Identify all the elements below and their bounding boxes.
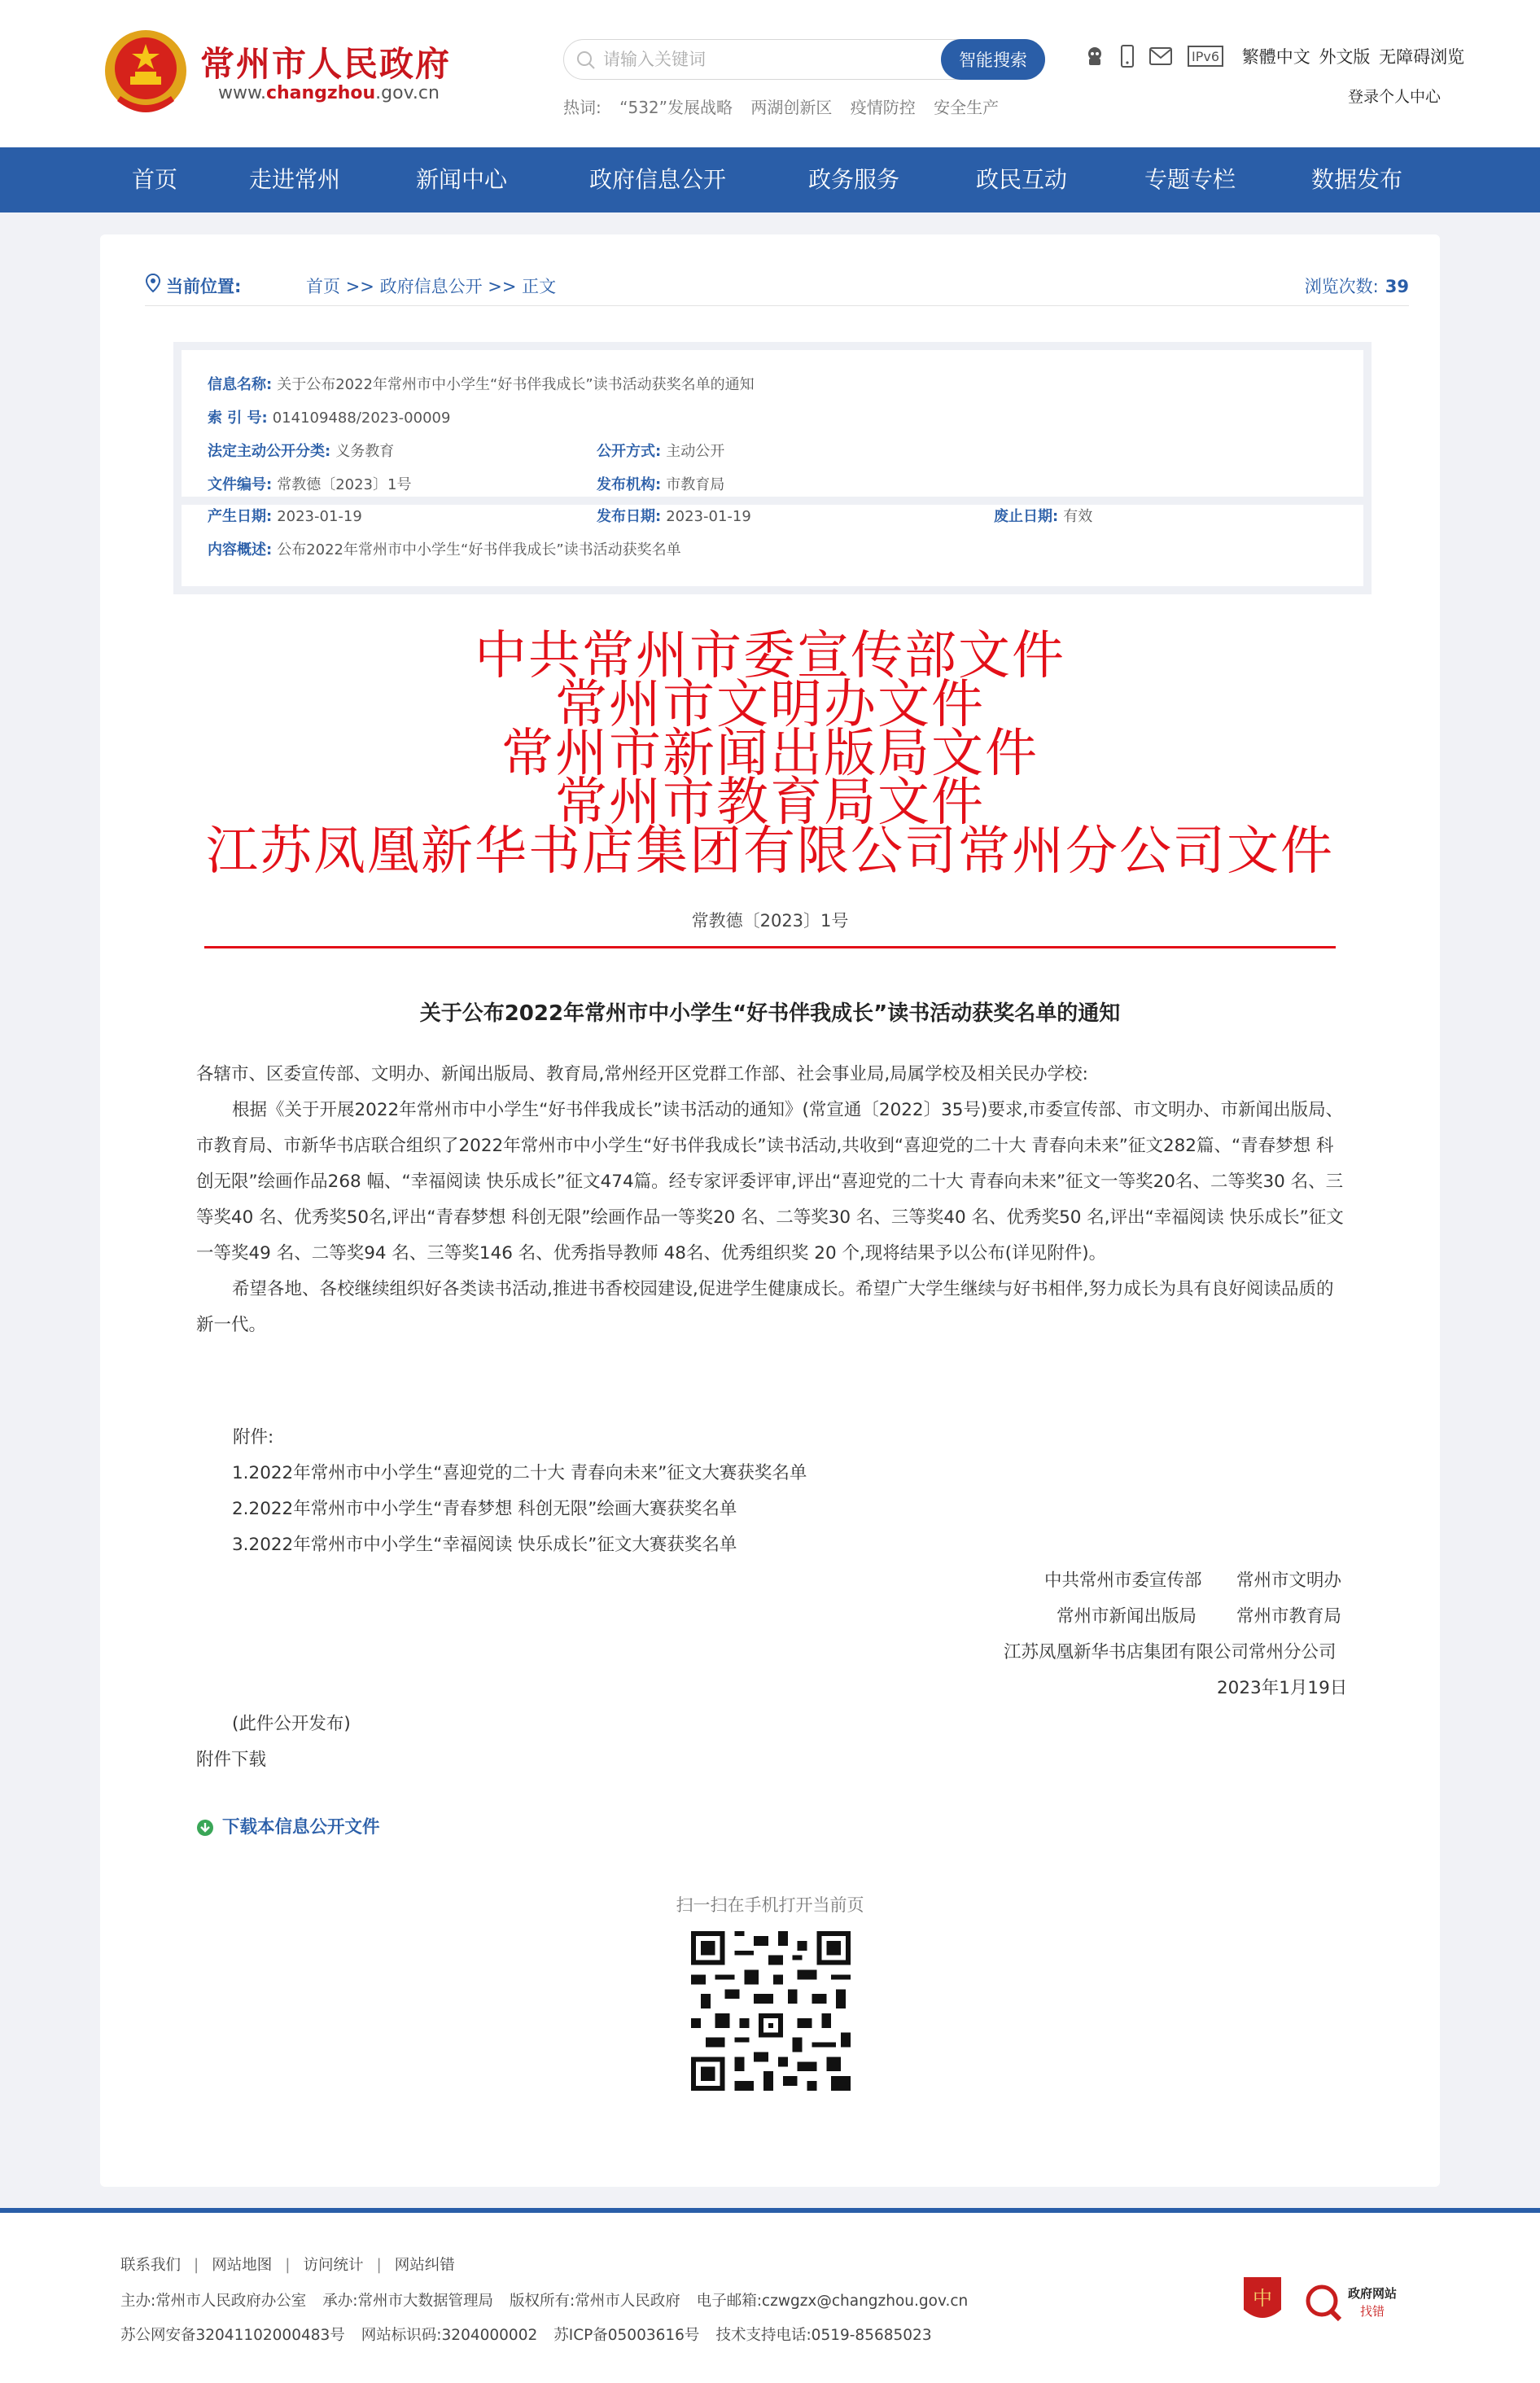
red-header-line: 常州市文明办文件 xyxy=(555,675,985,735)
mobile-icon[interactable] xyxy=(1120,45,1135,68)
red-divider xyxy=(204,946,1336,948)
attachment-label: 附件: xyxy=(233,1427,274,1448)
signature-org: 江苏凤凰新华书店集团有限公司常州分公司 xyxy=(1004,1642,1337,1662)
footer-operator: 承办:常州市大数据管理局 xyxy=(322,2293,493,2310)
meta-created: 产生日期: 2023-01-19 xyxy=(208,508,362,525)
body-paragraph: 希望各地、各校继续组织好各类读书活动,推进书香校园建设,促进学生健康成长。希望广大学生继续与好书相伴,努力成长为具有良好阅读品质的新一代。 xyxy=(196,1279,1334,1335)
main-nav xyxy=(0,147,1540,212)
article-panel xyxy=(100,234,1440,2187)
svg-text:IPv6: IPv6 xyxy=(1192,49,1220,64)
footer-support: 技术支持电话:0519-85685023 xyxy=(715,2327,932,2344)
footer-registration xyxy=(120,2324,932,2345)
gov-site-report-error-icon[interactable] xyxy=(1304,2278,1407,2324)
qr-code-icon xyxy=(691,1931,851,2091)
nav-topics[interactable]: 专题专栏 xyxy=(1144,166,1236,193)
meta-name: 信息名称: 关于公布2022年常州市中小学生“好书伴我成长”读书活动获奖名单的通知 xyxy=(208,376,755,393)
footer-copyright: 版权所有:常州市人民政府 xyxy=(509,2293,680,2310)
ipv6-icon xyxy=(1188,46,1223,67)
site-header xyxy=(0,0,1540,147)
qr-caption: 扫一扫在手机打开当前页 xyxy=(676,1895,864,1915)
footer-site-id: 网站标识码:3204000002 xyxy=(361,2327,538,2344)
view-count: 浏览次数: 39 xyxy=(1304,277,1409,296)
robot-assistant-icon[interactable] xyxy=(1085,46,1105,67)
site-name[interactable]: 常州市人民政府 xyxy=(200,44,452,84)
search-icon xyxy=(575,50,597,71)
public-note: (此件公开发布) xyxy=(232,1714,351,1734)
footer-report-error-link[interactable]: 网站纠错 xyxy=(394,2257,455,2274)
national-emblem-icon xyxy=(101,26,190,120)
footer-contact-link[interactable]: 联系我们 xyxy=(120,2257,182,2274)
red-header-line: 江苏凤凰新华书店集团有限公司常州分公司文件 xyxy=(206,821,1334,882)
hot-words-label: 热词: xyxy=(563,98,602,117)
svg-text:找错: 找错 xyxy=(1359,2304,1385,2319)
meta-published: 发布日期: 2023-01-19 xyxy=(597,508,751,525)
meta-org: 发布机构: 市教育局 xyxy=(597,476,725,493)
hot-word[interactable]: 疫情防控 xyxy=(850,98,916,117)
footer-stats-link[interactable]: 访问统计 xyxy=(303,2257,364,2274)
info-metadata-box xyxy=(173,342,1372,505)
nav-about-changzhou[interactable]: 走进常州 xyxy=(248,166,341,193)
attachment-item: 1.2022年常州市中小学生“喜迎党的二十大 青春向未来”征文大赛获奖名单 xyxy=(232,1463,807,1483)
foreign-language-link[interactable]: 外文版 xyxy=(1319,47,1371,67)
breadcrumb-current[interactable]: 正文 xyxy=(522,277,557,296)
info-metadata-box-lower xyxy=(173,505,1372,594)
breadcrumb xyxy=(145,272,1409,306)
nav-gov-info[interactable]: 政府信息公开 xyxy=(588,166,727,193)
footer-icp[interactable]: 苏ICP备05003616号 xyxy=(553,2327,700,2344)
nav-services[interactable]: 政务服务 xyxy=(807,166,900,193)
footer-info xyxy=(120,2289,968,2311)
attachment-download-label: 附件下载 xyxy=(196,1750,267,1770)
signature-org: 常州市教育局 xyxy=(1236,1606,1342,1627)
document-body xyxy=(196,1057,1344,1343)
location-pin-icon xyxy=(145,274,161,293)
red-header-line: 中共常州市委宣传部文件 xyxy=(475,626,1065,686)
nav-home[interactable]: 首页 xyxy=(131,166,178,193)
meta-summary: 内容概述: 公布2022年常州市中小学生“好书伴我成长”读书活动获奖名单 xyxy=(208,541,681,559)
red-header-line: 常州市教育局文件 xyxy=(555,773,985,833)
svg-text:政府网站: 政府网站 xyxy=(1347,2286,1398,2301)
document-title: 关于公布2022年常州市中小学生“好书伴我成长”读书活动获奖名单的通知 xyxy=(419,1001,1121,1026)
accessibility-link[interactable]: 无障碍浏览 xyxy=(1379,47,1465,67)
nav-data[interactable]: 数据发布 xyxy=(1310,166,1403,193)
body-paragraph: 根据《关于开展2022年常州市中小学生“好书伴我成长”读书活动的通知》(常宣通〔2022〕35号)要求,市委宣传部、市文明办、市新闻出版局、市教育局、市新华书店联合组织了2022年常州市中小学生“好书伴我成长”读书活动,共收到“喜迎党的二十大 青春向未来”征文282篇、“青春梦想 科创无限”绘画作品268 幅、“幸福阅读 快乐成长”征文474篇。经专家评委评审,评出“喜迎党的二十大 青春向未来”征文一等奖20名、二等奖30 名、三等奖40 名、优秀奖50名,评出“青春梦想 科创无限”绘画作品一等奖20 名、二等奖30 名、三等奖40 名、优秀奖50 名,评出“幸福阅读 快乐成长”征文一等奖49 名、二等奖94 名、三等奖146 名、优秀指导教师 48名、优秀组织奖 20 个,现将结果予以公布(详见附件)。 xyxy=(196,1100,1344,1264)
signature-org: 中共常州市委宣传部 xyxy=(1044,1570,1202,1591)
footer-host: 主办:常州市人民政府办公室 xyxy=(120,2293,307,2310)
site-url[interactable]: www.changzhou.gov.cn xyxy=(218,83,440,103)
traditional-chinese-link[interactable]: 繁體中文 xyxy=(1241,47,1310,67)
nav-interaction[interactable]: 政民互动 xyxy=(975,166,1068,193)
nav-news[interactable]: 新闻中心 xyxy=(415,166,508,193)
signature-org: 常州市新闻出版局 xyxy=(1057,1606,1197,1627)
attachment-item: 2.2022年常州市中小学生“青春梦想 科创无限”绘画大赛获奖名单 xyxy=(232,1499,737,1519)
smart-search-button[interactable]: 智能搜索 xyxy=(941,39,1045,80)
breadcrumb-sep: >> xyxy=(488,277,517,296)
meta-index: 索 引 号: 014109488/2023-00009 xyxy=(208,410,451,427)
hot-word[interactable]: 安全生产 xyxy=(934,98,1000,117)
mail-icon[interactable] xyxy=(1149,47,1172,65)
addressee: 各辖市、区委宣传部、文明办、新闻出版局、教育局,常州经开区党群工作部、社会事业局,局属学校及相关民办学校: xyxy=(196,1064,1088,1084)
meta-category: 法定主动公开分类: 义务教育 xyxy=(208,443,395,460)
meta-validity: 废止日期: 有效 xyxy=(994,508,1093,525)
document-number: 常教德〔2023〕1号 xyxy=(691,911,849,931)
breadcrumb-sep: >> xyxy=(345,277,374,296)
breadcrumb-home[interactable]: 首页 xyxy=(306,277,340,296)
signature-date: 2023年1月19日 xyxy=(1217,1678,1348,1698)
search-input[interactable] xyxy=(603,46,929,72)
breadcrumb-label: 当前位置: xyxy=(166,277,242,296)
footer-links: 联系我们 | 网站地图 | 访问统计 | 网站纠错 xyxy=(120,2257,455,2274)
red-header-line: 常州市新闻出版局文件 xyxy=(501,724,1039,784)
login-link[interactable]: 登录个人中心 xyxy=(1347,88,1441,106)
footer-police-record[interactable]: 苏公网安备32041102000483号 xyxy=(120,2327,345,2344)
hot-word[interactable]: 两湖创新区 xyxy=(750,98,833,117)
attachment-item: 3.2022年常州市中小学生“幸福阅读 快乐成长”征文大赛获奖名单 xyxy=(232,1535,737,1555)
download-icon xyxy=(196,1819,214,1837)
utility-links xyxy=(1085,44,1464,72)
site-footer xyxy=(0,2208,1540,2383)
download-info-file-link[interactable]: 下载本信息公开文件 xyxy=(196,1813,380,1838)
search-box xyxy=(563,39,1045,80)
signature-org: 常州市文明办 xyxy=(1236,1570,1342,1591)
party-gov-org-badge-icon[interactable] xyxy=(1240,2276,1284,2324)
meta-method: 公开方式: 主动公开 xyxy=(597,443,725,460)
footer-email: 电子邮箱:czwgzx@changzhou.gov.cn xyxy=(696,2293,969,2310)
footer-sitemap-link[interactable]: 网站地图 xyxy=(212,2257,273,2274)
meta-docnum: 文件编号: 常教德〔2023〕1号 xyxy=(208,476,412,493)
svg-text:中: 中 xyxy=(1253,2287,1272,2310)
hot-words xyxy=(563,94,1012,118)
hot-word[interactable]: “532”发展战略 xyxy=(619,98,733,117)
breadcrumb-gov-info[interactable]: 政府信息公开 xyxy=(379,277,483,296)
